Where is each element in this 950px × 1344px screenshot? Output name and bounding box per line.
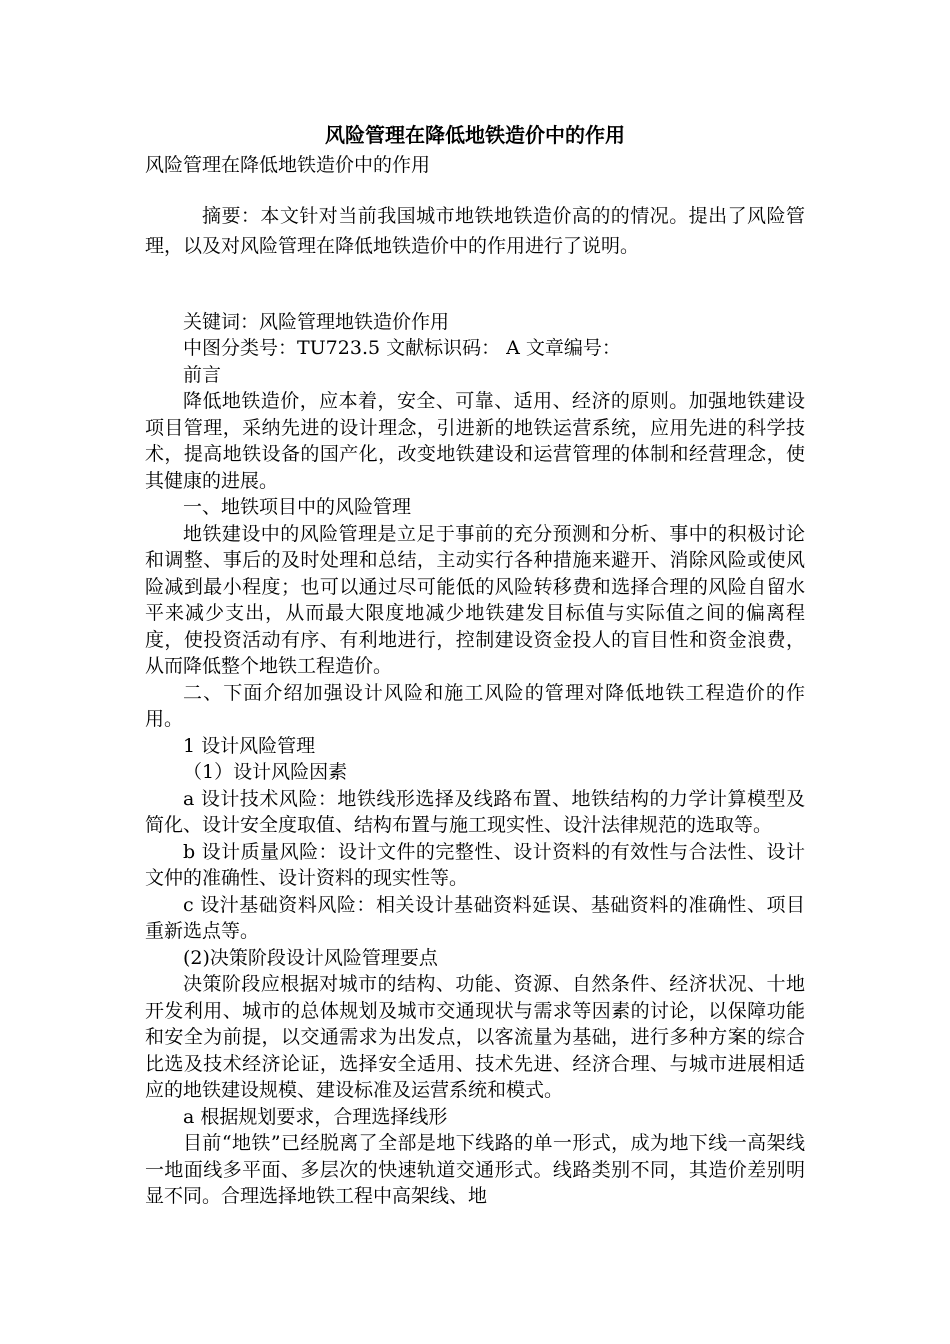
section-heading: 二、下面介绍加强设计风险和施工风险的管理对降低地铁工程造价的作用。 (145, 681, 805, 730)
abstract-paragraph: 摘要：本文针对当前我国城市地铁地铁造价高的的情况。提出了风险管理，以及对风险管理在降低地铁造价中的作用进行了说明。 (145, 204, 805, 257)
subsection-heading: 1 设计风险管理 (183, 734, 316, 757)
body-paragraph: b 设计质量风险：设计文件的完整性、设计资料的有效性与合法性、设计文仲的准确性、设计资料的现实性等。 (145, 840, 805, 889)
spacer (145, 261, 805, 309)
keywords-line: 关键词：风险管理地铁造价作用 (183, 310, 450, 333)
subsection-heading: (2)决策阶段设计风险管理要点 (183, 946, 438, 969)
subsection-heading: （1）设计风险因素 (183, 761, 348, 783)
body-paragraph: c 设汁基础资料风险：相关设计基础资料延误、基础资料的准确性、项目重新选点等。 (145, 893, 805, 942)
classification-line: 中图分类号：TU723.5 文献标识码： A 文章编号： (183, 337, 621, 359)
preface-heading: 前言 (183, 363, 222, 386)
section-heading: 一、地铁项目中的风险管理 (183, 496, 412, 518)
document-page (145, 118, 805, 1210)
body-paragraph: 地铁建设中的风险管理是立足于事前的充分预测和分析、事中的积极讨论和调整、事后的及时处理和总结，主动实行各种措施来避开、消除风险或使风险减到最小程度；也可以通过尽可能低的风险转移费和选择合理的风险自留水平来减少支出，从而最大限度地减少地铁建发目标值与实际值之间的偏离程度，使投资活动有序、有利地进行，控制建设资金投人的盲目性和资金浪费，从而降低整个地铁工程造价。 (145, 522, 805, 677)
body-paragraph: 目前“地铁”已经脱离了全部是地下线路的单一形式，成为地下线一高架线一地面线多平面、多层次的快速轨道交通形式。线路类别不同，其造价差别明显不同。合理选择地铁工程中高架线、地 (145, 1132, 805, 1207)
subsection-heading: a 根据规划要求，合理选择线形 (183, 1105, 448, 1128)
document-title: 风险管理在降低地铁造价中的作用 (325, 123, 625, 147)
body-paragraph: 降低地铁造价，应本着，安全、可靠、适用、经济的原则。加强地铁建设项目管理，采纳先进的设计理念，引进新的地铁运营系统，应用先进的科学技术，提高地铁设备的国产化，改变地铁建设和运营管理的体制和经营理念，使其健康的进展。 (145, 390, 805, 492)
body-paragraph: 决策阶段应根据对城市的结构、功能、资源、自然条件、经济状况、十地开发利用、城市的总体规划及城市交通现状与需求等因素的讨论，以保障功能和安全为前提，以交通需求为出发点，以客流量为基础，进行多种方案的综合比选及技术经济论证，选择安全适用、技术先进、经济合理、与城市进展相适应的地铁建设规模、建设标准及运营系统和模式。 (145, 973, 805, 1101)
document-subtitle: 风险管理在降低地铁造价中的作用 (145, 154, 431, 176)
body-paragraph: a 设计技术风险：地铁线形选择及线路布置、地铁结构的力学计算模型及简化、设计安全度取值、结构布置与施工现实性、设汁法律规范的选取等。 (145, 787, 805, 836)
